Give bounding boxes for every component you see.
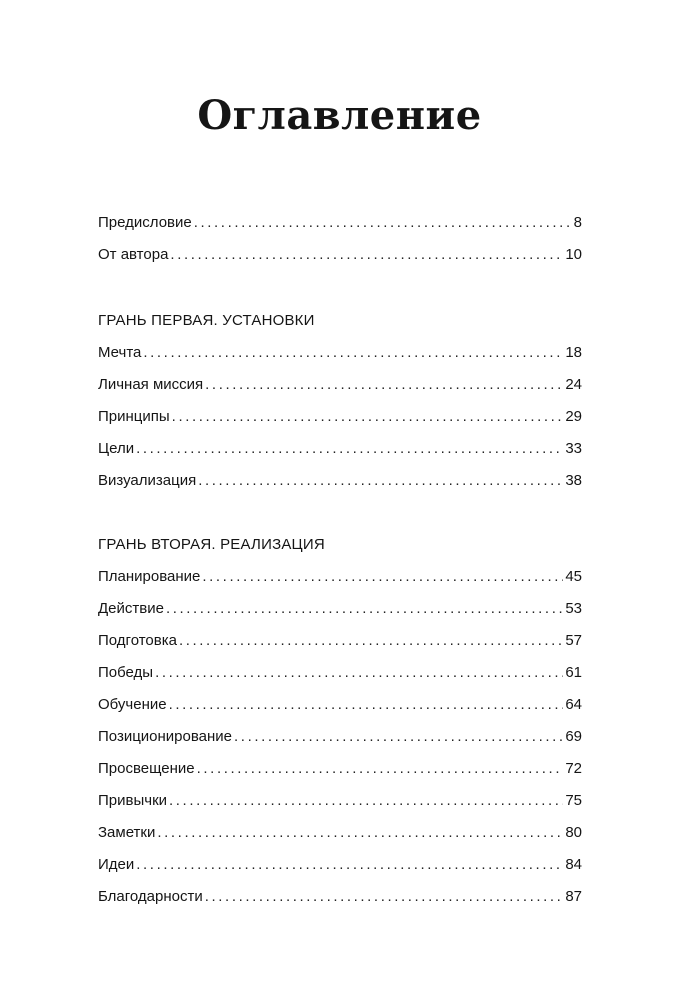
- toc-entry-page: 64: [565, 696, 582, 713]
- toc-entry-label: Подготовка: [98, 632, 177, 649]
- toc-entry[interactable]: [98, 207, 582, 239]
- toc-entry-label: Принципы: [98, 408, 170, 425]
- toc-entry[interactable]: [98, 337, 582, 369]
- dot-leader: [155, 657, 563, 689]
- toc-entry-page: 29: [565, 408, 582, 425]
- toc-entry[interactable]: [98, 657, 582, 689]
- toc-entry[interactable]: [98, 849, 582, 881]
- toc-entry[interactable]: [98, 401, 582, 433]
- toc-entry[interactable]: [98, 689, 582, 721]
- toc-entry-label: Просвещение: [98, 760, 195, 777]
- dot-leader: [202, 561, 563, 593]
- dot-leader: [179, 625, 563, 657]
- toc-entry-label: Планирование: [98, 568, 201, 585]
- toc-entry-page: 33: [565, 440, 582, 457]
- dot-leader: [205, 881, 564, 913]
- toc-entry-page: 80: [565, 824, 582, 841]
- section-heading[interactable]: ГРАНЬ ПЕРВАЯ. УСТАНОВКИ: [98, 312, 315, 329]
- toc-entry[interactable]: [98, 785, 582, 817]
- dot-leader: [169, 689, 564, 721]
- toc-entry-page: 72: [565, 760, 582, 777]
- dot-leader: [194, 207, 572, 239]
- toc-part-one-group: [98, 305, 582, 497]
- toc-entry-label: Заметки: [98, 824, 156, 841]
- toc-entry[interactable]: [98, 433, 582, 465]
- dot-leader: [166, 593, 563, 625]
- toc-entry-label: Личная миссия: [98, 376, 204, 393]
- toc-entry-page: 18: [565, 344, 582, 361]
- toc-entry-page: 84: [565, 856, 582, 873]
- toc-entry-label: Цели: [98, 440, 135, 457]
- toc-part-two-group: [98, 529, 582, 913]
- dot-leader: [172, 401, 564, 433]
- toc-entry-page: 69: [565, 728, 582, 745]
- toc-entry-label: Благодарности: [98, 888, 203, 905]
- toc-entry-label: Привычки: [98, 792, 168, 809]
- toc-entry[interactable]: [98, 561, 582, 593]
- dot-leader: [198, 465, 563, 497]
- toc-entry-page: 8: [573, 214, 582, 231]
- toc-entry-page: 75: [565, 792, 582, 809]
- toc-entry-label: Мечта: [98, 344, 142, 361]
- toc-entry[interactable]: [98, 465, 582, 497]
- toc-entry[interactable]: [98, 881, 582, 913]
- toc-entry-page: 57: [565, 632, 582, 649]
- toc-entry[interactable]: [98, 753, 582, 785]
- toc-entry-page: 24: [565, 376, 582, 393]
- dot-leader: [136, 433, 563, 465]
- toc-entry-page: 61: [565, 664, 582, 681]
- toc-entry[interactable]: [98, 817, 582, 849]
- toc-entry-page: 10: [565, 246, 582, 263]
- toc-entry[interactable]: [98, 593, 582, 625]
- toc-entry-page: 53: [565, 600, 582, 617]
- dot-leader: [205, 369, 563, 401]
- toc-entry-label: Идеи: [98, 856, 135, 873]
- dot-leader: [234, 721, 563, 753]
- dot-leader: [197, 753, 564, 785]
- dot-leader: [170, 239, 563, 271]
- toc-entry-label: Предисловие: [98, 214, 192, 231]
- page-title: Оглавление: [197, 92, 482, 139]
- toc-intro-group: [98, 207, 582, 271]
- toc-entry-label: Действие: [98, 600, 164, 617]
- toc-entry-label: Визуализация: [98, 472, 197, 489]
- dot-leader: [169, 785, 563, 817]
- toc-entry[interactable]: [98, 721, 582, 753]
- toc-entry-page: 87: [565, 888, 582, 905]
- section-heading[interactable]: ГРАНЬ ВТОРАЯ. РЕАЛИЗАЦИЯ: [98, 536, 325, 553]
- toc-entry-page: 38: [565, 472, 582, 489]
- dot-leader: [136, 849, 563, 881]
- toc-entry-label: Победы: [98, 664, 154, 681]
- toc-entry[interactable]: [98, 239, 582, 271]
- toc-entry-label: От автора: [98, 246, 169, 263]
- toc-entry-page: 45: [565, 568, 582, 585]
- toc-entry-label: Обучение: [98, 696, 167, 713]
- dot-leader: [157, 817, 563, 849]
- toc-entry-label: Позиционирование: [98, 728, 233, 745]
- dot-leader: [143, 337, 563, 369]
- toc-entry[interactable]: [98, 625, 582, 657]
- toc-entry[interactable]: [98, 369, 582, 401]
